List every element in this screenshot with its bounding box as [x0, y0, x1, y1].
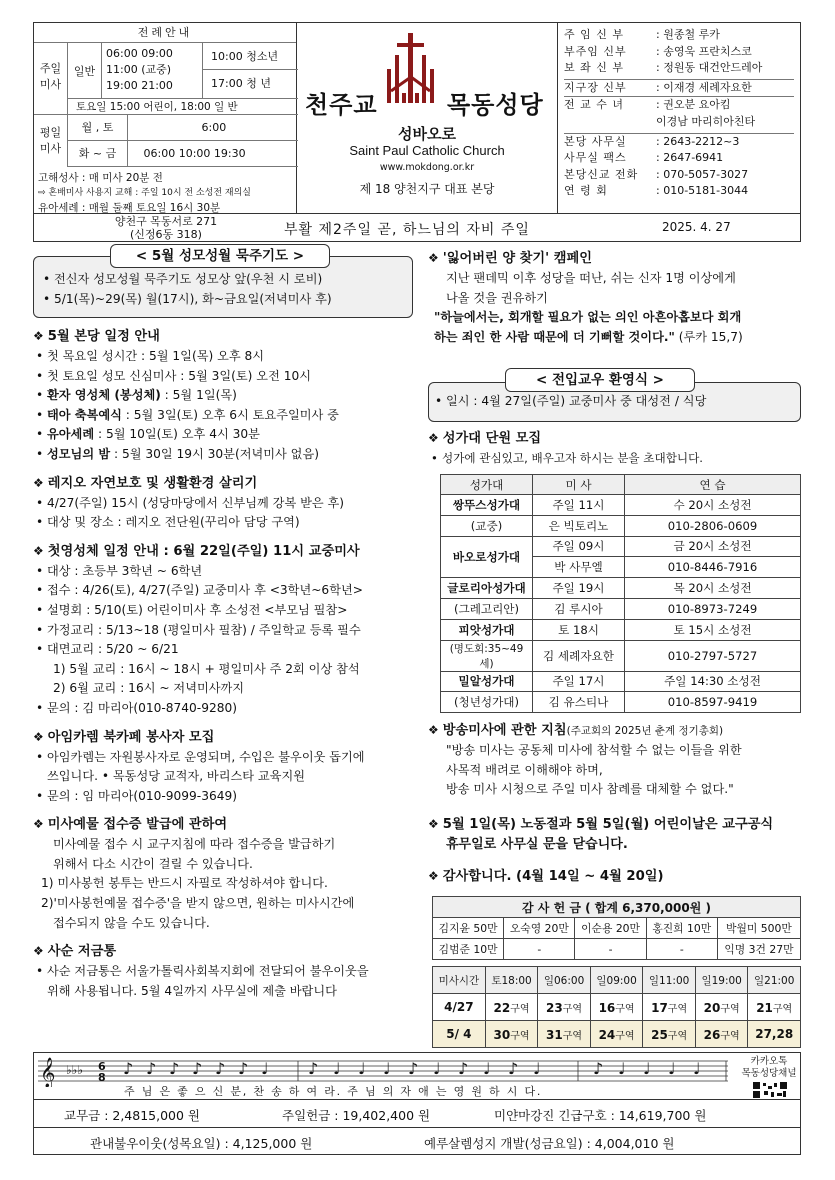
table-row: (명도회:35~49세) 김 세례자요한 010-2797-5727: [441, 640, 801, 671]
welcome-title: < 전입교우 환영식 >: [505, 368, 695, 392]
footer-row-2: [33, 1127, 801, 1155]
mass-schedule-box: [33, 22, 297, 214]
table-row: 박 사무엘 010-8446-7916: [441, 557, 801, 578]
svg-text:♪: ♪: [458, 1059, 469, 1078]
table-row: 바오로성가대 주일 09시 금 20시 소성전: [441, 536, 801, 557]
legio-title: ❖ 레지오 자연보호 및 생활환경 살리기: [33, 475, 258, 491]
myanmar-relief-total: 미얀마강진 긴급구호 : 14,619,700 원: [494, 1108, 707, 1123]
hymn-lyrics: 주 님 은 좋 으 신 분, 찬 송 하 여 라. 주 님 의 자 애 는 영 원 하 시 다.: [124, 1085, 543, 1098]
sector-table: 미사시간 토18:00 일06:00 일09:00 일11:00 일19:00 일21:00 4/27 22구역 23구역 16구역 17구역 20구역 21구역 5/ 4 30구역 31구역 24구역 25구역 26구역 27,28: [432, 966, 801, 1048]
jerusalem-holyland-total: 예루살렘성지 개발(성금요일) : 4,004,010 원: [424, 1136, 675, 1151]
weekday-mass-label: 평일 미사: [34, 115, 68, 167]
svg-text:♭♭♭: ♭♭♭: [66, 1063, 83, 1077]
table-row: 밀알성가대 주일 17시 주일 14:30 소성전: [441, 671, 801, 692]
tithe-total: 교무금 : 2,4815,000 원: [64, 1108, 201, 1123]
address: 양천구 목동서로 271 (신정6동 318): [114, 215, 218, 241]
church-cross-logo-icon: [377, 33, 447, 111]
svg-text:♩: ♩: [333, 1059, 341, 1078]
sunday-mass-label: 주일 미사: [34, 43, 68, 115]
youth-young-times: 10:00 청소년 17:00 청 년: [202, 43, 298, 98]
church-name-right: 목동성당: [447, 91, 544, 119]
church-english-name: Saint Paul Catholic Church: [349, 143, 505, 158]
table-row: 쌍뚜스성가대 주일 11시 수 20시 소성전: [441, 495, 801, 516]
table-row: 5/ 4 30구역 31구역 24구역 25구역 26구역 27,28: [433, 1021, 801, 1048]
svg-text:♪: ♪: [238, 1059, 249, 1078]
bulletin-date: 2025. 4. 27: [662, 220, 731, 234]
table-row: (교중) 은 빅토리노 010-2806-0609: [441, 515, 801, 536]
rosary-title: < 5월 성모성월 묵주기도 >: [110, 244, 330, 268]
may-schedule-title: ❖ 5월 본당 일정 안내: [33, 329, 160, 344]
svg-text:♪: ♪: [408, 1059, 419, 1078]
svg-text:♩: ♩: [433, 1059, 441, 1078]
choir-section: ❖ 성가대 단원 모집 • 성가에 관심있고, 배우고자 하시는 분을 초대합니다.: [428, 428, 803, 469]
general-label: 일반: [68, 43, 102, 98]
table-row: 4/27 22구역 23구역 16구역 17구역 20구역 21구역: [433, 994, 801, 1021]
tue-fri-row: 화 ~ 금 06:00 10:00 19:30: [68, 141, 298, 167]
patron-name: 성바오로: [398, 125, 456, 143]
svg-text:♩: ♩: [643, 1059, 651, 1078]
saturday-mass-line: 토요일 15:00 어린이, 18:00 일 반: [68, 98, 298, 115]
rosary-items: • 전신자 성모성월 묵주기도 성모상 앞(우천 시 로비) • 5/1(목)~29(목) 월(17시), 화~금요일(저녁미사 후): [40, 270, 410, 309]
table-row: (그레고리안) 김 루시아 010-8973-7249: [441, 598, 801, 619]
svg-text:♪: ♪: [146, 1059, 157, 1078]
svg-text:♪: ♪: [215, 1059, 226, 1078]
title-bar: [33, 214, 801, 242]
table-row: 김지윤 50만 오숙영 20만 이순용 20만 홍진희 10만 박월미 500만: [433, 918, 801, 939]
svg-text:♩: ♩: [261, 1059, 269, 1078]
right-column-top: ❖ '잃어버린 양 찾기' 캠페인 지난 팬데믹 이후 성당을 떠난, 쉬는 신자 1명 이상에게 나올 것을 권유하기 "하늘에서는, 회개할 필요가 없는 의인 아흔아홉보다 회개 하는 죄인 한 사람 때문에 더 기뻐할 것이다." (루카 15,7): [428, 248, 803, 347]
svg-text:♪: ♪: [308, 1059, 319, 1078]
svg-text:♪: ♪: [508, 1059, 519, 1078]
mass-offering-title: ❖ 미사예물 접수증 발급에 관하여: [33, 817, 228, 833]
svg-text:♩: ♩: [358, 1059, 366, 1078]
church-url: www.mokdong.or.kr: [379, 162, 475, 173]
svg-text:8: 8: [98, 1071, 106, 1084]
broadcast-section: ❖ 방송미사에 관한 지침(주교회의 2025년 춘계 정기총회) "방송 미사는 공동체 미사에 참석할 수 없는 이들을 위한 사목적 배려로 이해해야 하며, 방송 미사 시청으로 주일 미사 참례를 대체할 수 없다." ❖ 5월 1일(목) 노동절과 5월 5일(월) 어린이날은 교구공식 휴무일로 사무실 문을 닫습니다. ❖ 감사합니다. (4월 14일 ~ 4월 20일): [428, 723, 774, 885]
poor-neighbors-total: 관내불우이웃(성목요일) : 4,125,000 원: [90, 1136, 313, 1151]
svg-text:♩: ♩: [668, 1059, 676, 1078]
table-row: (청년성가대) 김 유스티나 010-8597-9419: [441, 692, 801, 713]
sunday-offering-total: 주일헌금 : 19,402,400 원: [282, 1108, 431, 1123]
church-header: [297, 22, 557, 214]
table-row: 피앗성가대 토 18시 토 15시 소성전: [441, 619, 801, 640]
church-name-left: 천주교: [305, 91, 378, 119]
welcome-item: • 일시 : 4월 27일(주일) 교중미사 중 대성전 / 식당: [432, 392, 797, 412]
svg-text:♪: ♪: [593, 1059, 604, 1078]
schedule-notes: 고해성사 : 매 미사 20분 전 ⇨ 혼배미사 사용지 교해 : 주일 10시 전 소성전 재의실 유아세례 : 매월 둘째 토요일 16시 30분: [38, 172, 251, 214]
lent-box-title: ❖ 사순 저금통: [33, 944, 117, 960]
svg-text:𝄞: 𝄞: [40, 1058, 56, 1087]
staff-directory: 주 임 신 부 : 원종철 루카 부주임 신부 : 송영욱 프란치스코 보 좌 신 부 : 정원동 대건안드레아 지구장 신부 : 이재경 세례자요한 전 교 수 녀 : 권오분 요아킴 이경남 마리히아친타 본당 사무실 : 2643-2212~3 사무실 팩스 : 2647-6941 본당신교 전화 : 070-5057-3027 연 령 회 : 010-5181-3044: [557, 22, 801, 214]
sunday-times: 06:00 09:00 11:00 (교중) 19:00 21:00: [106, 47, 173, 92]
svg-text:♩: ♩: [693, 1059, 701, 1078]
sunday-title: 부활 제2주일 곧, 하느님의 자비 주일: [284, 222, 530, 238]
table-row: 글로리아성가대 주일 19시 목 20시 소성전: [441, 578, 801, 599]
mon-sat-row: 월 , 토 6:00: [68, 115, 298, 141]
bookcafe-title: ❖ 아임카렘 북카페 봉사자 모집: [33, 729, 215, 745]
choir-table: 성가대 미 사 연 습 쌍뚜스성가대 주일 11시 수 20시 소성전 (교중) 은 빅토리노 010-2806-0609 바오로성가대 주일 09시 금 20시 소성전 박 사무엘 010-8446-7916 글로리아성가대 주일 19시 목 20시 소성전 (그레고리안) 김 루시아 010-8973-7249 피앗성가대 토 18시 토 15시 소성전 (명도회:35~49세) 김 세례자요한 010-2797-5727 밀알성가대 주일 17시 주일 14:30 소성전 (청년성가대) 김 유스티나 010-8597-9419: [440, 474, 801, 713]
svg-text:♪: ♪: [169, 1059, 180, 1078]
kakao-channel-label: 카카오톡 목동성당채널: [741, 1056, 797, 1079]
first-communion-title: ❖ 첫영성체 일정 안내 : 6월 22일(주일) 11시 교중미사: [33, 543, 360, 559]
thanks-table: 감 사 헌 금 ( 합계 6,370,000원 ) 김지윤 50만 오숙영 20만 이순용 20만 홍진희 10만 박월미 500만 김범준 10만 - - - 익명 3건 27만: [432, 896, 801, 960]
qr-code-icon[interactable]: [752, 1081, 788, 1099]
lost-sheep-title: ❖ '잃어버린 양 찾기' 캠페인: [428, 251, 593, 266]
svg-text:♩: ♩: [533, 1059, 541, 1078]
svg-text:6: 6: [98, 1060, 106, 1073]
left-column: ❖ 5월 본당 일정 안내 • 첫 목요일 성시간 : 5월 1일(목) 오후 8시 • 첫 토요일 성모 신심미사 : 5월 3일(토) 오전 10시 • 환자 영성체 (봉성체) : 5월 1일(목) • 태아 축복예식 : 5월 3일(토) 오후 6시 토요주일미사 중 • 유아세례 : 5월 10일(토) 오후 4시 30분 • 성모님의 밤 : 5월 30일 19시 30분(저녁미사 없음) ❖ 레지오 자연보호 및 생활환경 살리기 • 4/27(주일) 15시 (성당마당에서 신부님께 강복 받은 후) • 대상 및 장소 : 레지오 전단원(꾸리아 담당 구역) ❖ 첫영성체 일정 안내 : 6월 22일(주일) 11시 교중미사 • 대상 : 초등부 3학년 ~ 6학년 • 접수 : 4/26(토), 4/27(주일) 교중미사 후 <3학년~6학년> • 설명회 : 5/10(토) 어린이미사 후 소성전 <부모님 필참> • 가정교리 : 5/13~18 (평일미사 필참) / 주일학교 등록 필수 • 대면교리 : 5/20 ~ 6/21 1) 5월 교리 : 16시 ~ 18시 + 평일미사 주 2회 이상 참석 2) 6월 교리 : 16시 ~ 저녁미사까지 • 문의 : 김 마리아(010-8740-9280) ❖ 아임카렘 북카페 봉사자 모집 • 아임카렘는 자원봉사자로 운영되며, 수입은 불우이웃 돕기에 쓰입니다. • 목동성당 교적자, 바리스타 교육지원 • 문의 : 임 마리아(010-9099-3649) ❖ 미사예물 접수증 발급에 관하여 미사예물 접수 시 교구지침에 따라 접수증을 발급하기 위해서 다소 시간이 걸릴 수 있습니다. 1) 미사봉헌 봉투는 반드시 자필로 작성하셔야 합니다. 2)'미사봉헌예물 접수증'을 받지 않으면, 원하는 미사시간에 접수되지 않을 수도 있습니다. ❖ 사순 저금통 • 사순 저금통은 서울가톨릭사회복지회에 전달되어 불우이웃을 위해 사용됩니다. 5월 4일까지 사무실에 제출 바랍니다: [33, 326, 418, 1001]
svg-text:♩: ♩: [383, 1059, 391, 1078]
schedule-title: 전례안내: [34, 23, 296, 43]
music-box: [33, 1052, 801, 1100]
svg-text:♪: ♪: [192, 1059, 203, 1078]
footer-row-1: [33, 1100, 801, 1128]
table-row: 김범준 10만 - - - 익명 3건 27만: [433, 939, 801, 960]
svg-text:♩: ♩: [618, 1059, 626, 1078]
svg-text:♪: ♪: [123, 1059, 134, 1078]
district-label: 제 18 양천지구 대표 본당: [359, 182, 495, 196]
svg-text:♩: ♩: [483, 1059, 491, 1078]
